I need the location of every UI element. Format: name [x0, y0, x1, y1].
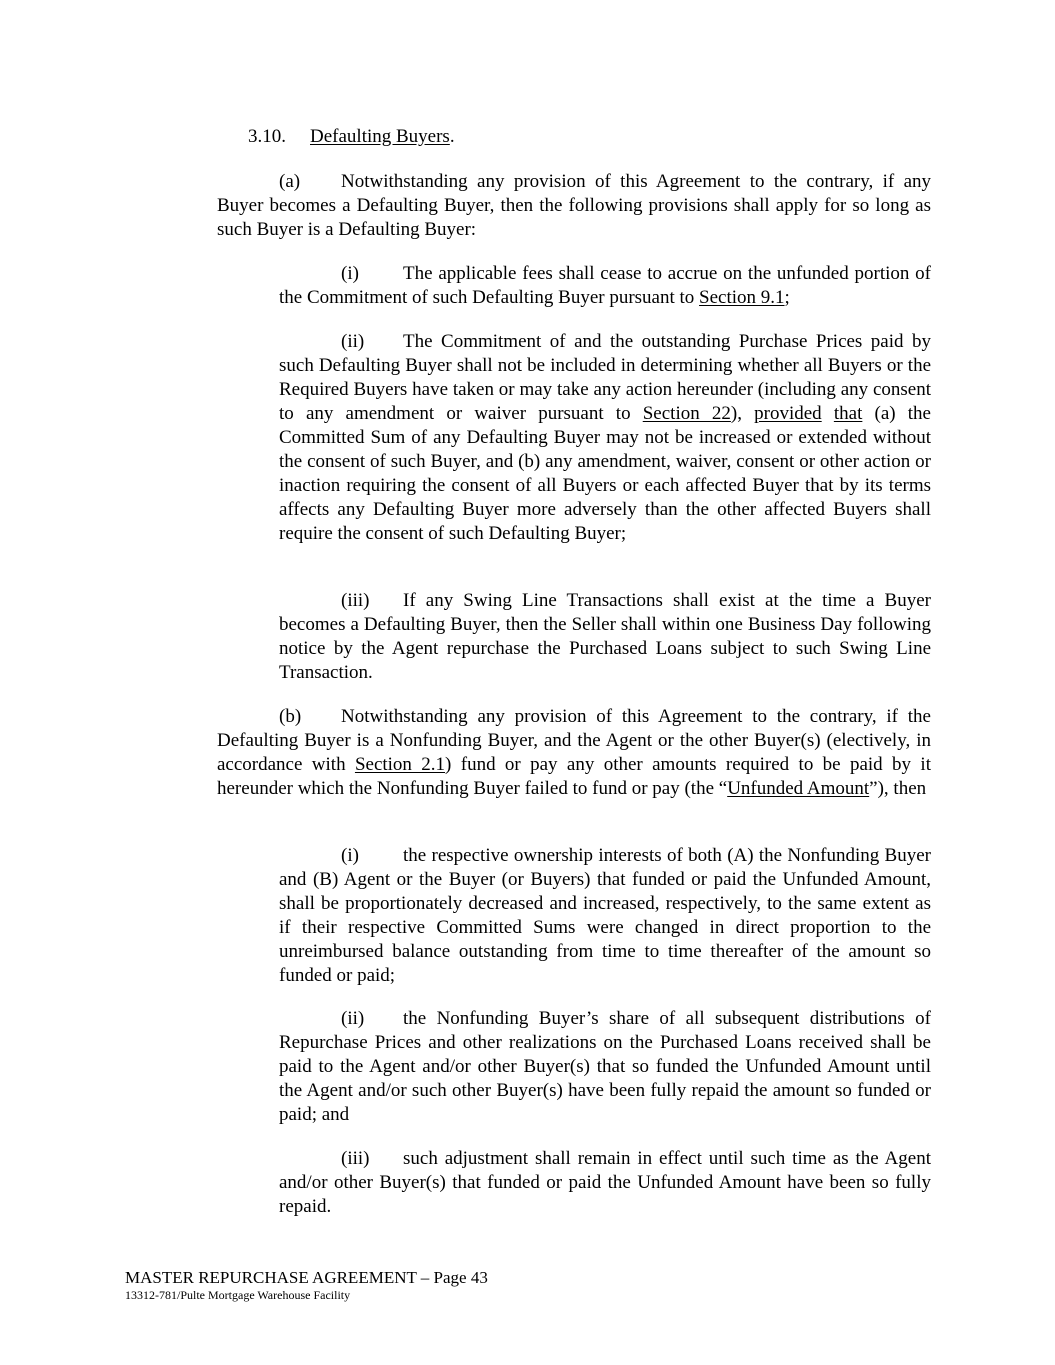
paragraph-b — [217, 705, 931, 801]
section-title: Defaulting Buyers — [310, 126, 450, 147]
section-reference: Section 9.1 — [699, 287, 785, 308]
paragraph-text: ), — [730, 403, 755, 424]
paragraph-a-i — [279, 262, 931, 310]
section-reference: Section 22 — [642, 403, 731, 424]
footer-doc-id: 13312-781/Pulte Mortgage Warehouse Facility — [125, 1288, 351, 1302]
paragraph-text: the respective ownership interests of both (A) the Nonfunding Buyer and (B) Agent or the Buyer (or Buyers) that funded or paid the Unfunded Amount, shall be proportionately decreased and increased, respectively, to the same extent as if their respective Committed Sums were changed in direct proportion to the unreimbursed balance outstanding from time to time thereafter of the amount so funded or paid; — [279, 845, 931, 986]
paragraph-label: (a) — [279, 171, 301, 192]
that-term: that — [833, 403, 863, 424]
paragraph-b-iii — [279, 1147, 931, 1219]
paragraph-label: (ii) — [341, 1008, 365, 1029]
paragraph-label: (ii) — [341, 331, 365, 352]
paragraph-text: the Nonfunding Buyer’s share of all subsequent distributions of Repurchase Prices and other realizations on the Purchased Loans received shall be paid to the Agent and/or other Buyer(s) that so funded the Unfunded Amount until the Agent and/or such other Buyer(s) have been fully repaid the amount so funded or paid; and — [279, 1008, 931, 1125]
paragraph-text: Notwithstanding any provision of this Agreement to the contrary, if any Buyer becomes a Defaulting Buyer, then the following provisions shall apply for so long as such Buyer is a Defaulting Buyer: — [217, 171, 931, 240]
paragraph-a — [217, 170, 931, 242]
section-number: 3.10. — [248, 126, 286, 147]
paragraph-label: (i) — [341, 263, 359, 284]
paragraph-label: (b) — [279, 706, 302, 727]
paragraph-text: such adjustment shall remain in effect until such time as the Agent and/or other Buyer(s) that funded or paid the Unfunded Amount have been so fully repaid. — [279, 1148, 931, 1217]
paragraph-label: (iii) — [341, 1148, 370, 1169]
provided-term: provided — [754, 403, 822, 424]
paragraph-text: If any Swing Line Transactions shall exist at the time a Buyer becomes a Defaulting Buyer, then the Seller shall within one Business Day following notice by the Agent repurchase the Purchased Loans subject to such Swing Line Transaction. — [279, 590, 931, 683]
paragraph-text: ”), then — [869, 778, 927, 799]
paragraph-text: (a) the Committed Sum of any Defaulting Buyer may not be increased or extended without the consent of such Buyer, and (b) any amendment, waiver, consent or other action or inaction requiring the consent of all Buyers or each affected Buyer that by its terms affects any Defaulting Buyer more adversely than the other affected Buyers shall require the consent of such Defaulting Buyer; — [279, 403, 931, 544]
paragraph-a-ii — [279, 330, 931, 546]
section-reference: Section 2.1 — [354, 754, 446, 775]
paragraph-text: The Commitment of and the outstanding Purchase Prices paid by such Defaulting Buyer shall not be included in determining whether all Buyers or the Required Buyers have taken or may take any action hereunder (including any consent to any amendment or waiver pursuant to — [279, 331, 931, 424]
section-heading — [248, 125, 455, 149]
paragraph-text: Notwithstanding any provision of this Agreement to the contrary, if the Defaulting Buyer is a Nonfunding Buyer, and the Agent or the other Buyer(s) (electively, in accordance with — [217, 706, 931, 775]
paragraph-text: ) fund or pay any other amounts required to be paid by it hereunder which the Nonfunding Buyer failed to fund or pay (the “ — [217, 754, 931, 799]
paragraph-text: The applicable fees shall cease to accrue on the unfunded portion of the Commitment of such Defaulting Buyer pursuant to — [279, 263, 931, 308]
paragraph-label: (i) — [341, 845, 359, 866]
paragraph-label: (iii) — [341, 590, 370, 611]
paragraph-text: ; — [784, 287, 790, 308]
paragraph-b-ii — [279, 1007, 931, 1127]
footer-title: MASTER REPURCHASE AGREEMENT – Page 43 — [125, 1268, 488, 1287]
section-title-period: . — [449, 126, 455, 147]
paragraph-a-iii — [279, 589, 931, 685]
paragraph-b-i — [279, 844, 931, 988]
defined-term: Unfunded Amount — [727, 778, 870, 799]
